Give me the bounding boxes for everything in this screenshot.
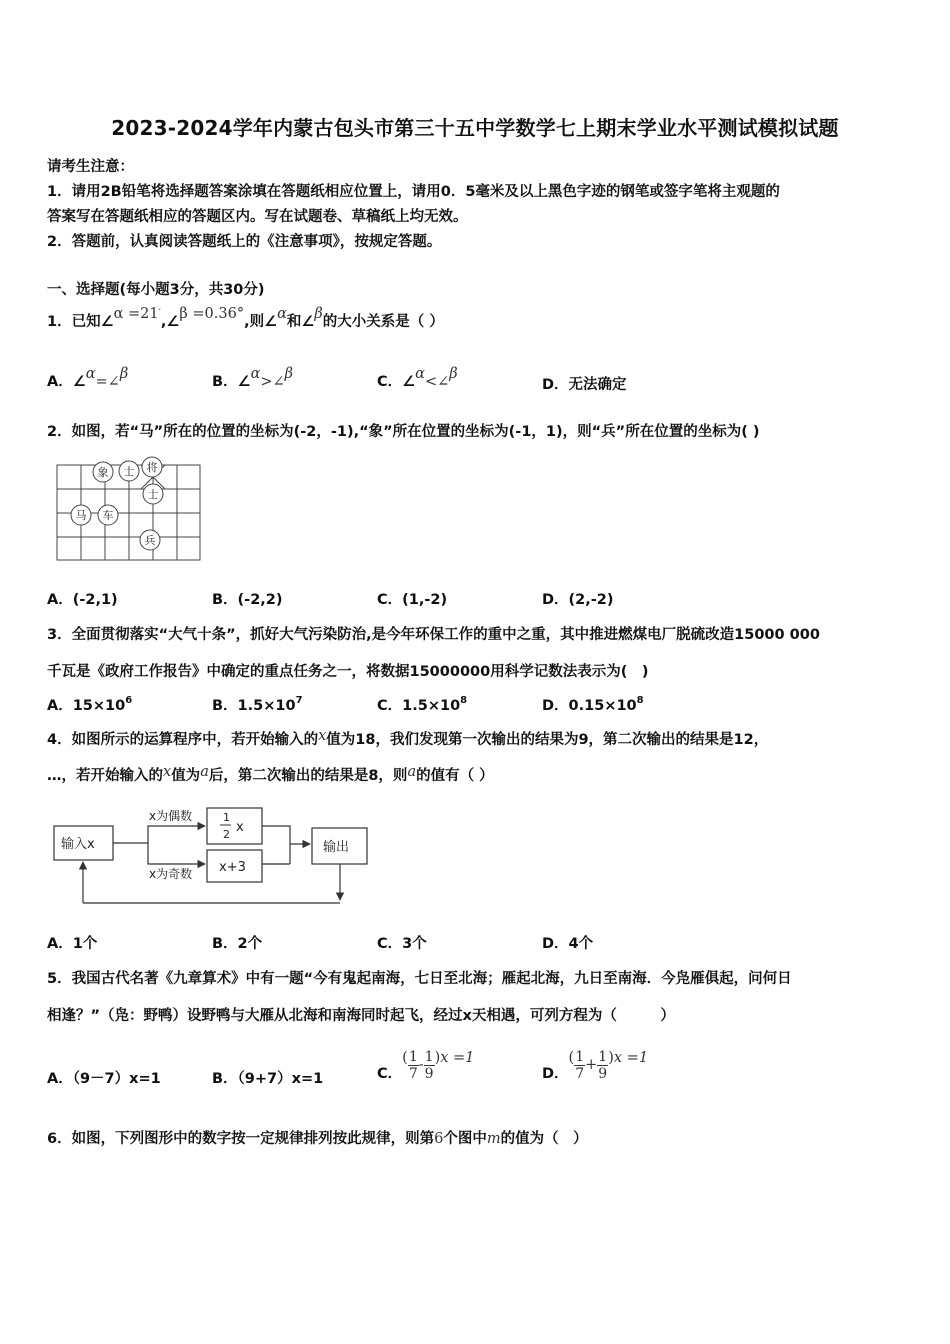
question-4-line-1: 4．如图所示的运算程序中，若开始输入的x值为18，我们发现第一次输出的结果为9，第二次输出的结果是12， xyxy=(47,728,769,748)
question-4-line-2: …，若开始输入的x值为a后，第二次输出的结果是8，则a的值有（ ） xyxy=(47,764,494,784)
page-title: 2023-2024学年内蒙古包头市第三十五中学数学七上期末学业水平测试模拟试题 xyxy=(111,116,839,140)
q1-option-a[interactable]: A．∠α=∠β xyxy=(47,366,129,390)
q3-option-b[interactable]: B．$1.5\times 10^7$ xyxy=(212,695,303,714)
notice-line-1a: 1．请用2B铅笔将选择题答案涂填在答题纸相应位置上，请用0．5毫米及以上黑色字迹的钢笔或签字笔将主观题的 xyxy=(47,184,780,200)
flow-half-x: x xyxy=(236,820,244,835)
q3-option-c[interactable]: C．$1.5\times 10^8$ xyxy=(377,695,468,714)
q5-option-c[interactable]: C．( $\frac{1}{7}$ - $\frac{1}{9}$ )x =1 xyxy=(377,1048,475,1082)
question-6-stem: 6．如图，下列图形中的数字按一定规律排列按此规律，则第6个图中m的值为（ ） xyxy=(47,1131,588,1147)
q2-option-c[interactable]: C．(1,-2) xyxy=(377,592,448,608)
notice-line-2: 2．答题前，认真阅读答题纸上的《注意事项》，按规定答题。 xyxy=(47,234,442,250)
chessboard-figure xyxy=(50,455,205,565)
flow-even-label: x为偶数 xyxy=(149,809,193,823)
question-1-stem: 1．已知∠α =21′,∠β =0.36°,则∠α和∠β的大小关系是（ ） xyxy=(47,306,444,330)
q2-option-d[interactable]: D．(2,-2) xyxy=(542,592,614,608)
q2-option-a[interactable]: A．(-2,1) xyxy=(47,592,118,608)
question-3-line-1: 3．全面贯彻落实“大气十条”，抓好大气污染防治,是今年环保工作的重中之重，其中推进燃煤电厂脱硫改造15000 000 xyxy=(47,627,820,643)
q3-option-a[interactable]: A．$15\times 10^6$ xyxy=(47,695,133,714)
piece-xiang: 象 xyxy=(97,466,109,479)
flow-input-label: 输入x xyxy=(61,837,95,852)
q5-option-a[interactable]: A．（9－7）x=1 xyxy=(47,1071,161,1087)
flow-odd-label: x为奇数 xyxy=(149,867,193,881)
question-5-line-2: 相逢？”（凫：野鸭）设野鸭与大雁从北海和南海同时起飞，经过x天相遇，可列方程为（ ） xyxy=(47,1008,675,1024)
q5-option-d[interactable]: D．( $\frac{1}{7}$ + $\frac{1}{9}$ )x =1 xyxy=(542,1048,649,1082)
section-heading: 一、选择题(每小题3分，共30分) xyxy=(47,282,265,298)
q3-option-d[interactable]: D．$0.15\times 10^8$ xyxy=(542,695,644,714)
notice-line-1b: 答案写在答题纸相应的答题区内。写在试题卷、草稿纸上均无效。 xyxy=(47,209,468,225)
q2-option-b[interactable]: B．(-2,2) xyxy=(212,592,283,608)
piece-ma: 马 xyxy=(75,509,87,522)
q1-option-b[interactable]: B．∠α>∠β xyxy=(212,366,294,390)
piece-che: 车 xyxy=(102,509,114,522)
q1-option-d[interactable]: D．无法确定 xyxy=(542,377,627,393)
flowchart-figure xyxy=(50,800,380,912)
q4-option-c[interactable]: C．3个 xyxy=(377,936,427,952)
flow-plus3: x+3 xyxy=(219,860,246,875)
q4-option-d[interactable]: D．4个 xyxy=(542,936,594,952)
question-3-line-2: 千瓦是《政府工作报告》中确定的重点任务之一，将数据15000000用科学记数法表示为( ) xyxy=(47,664,649,680)
q4-option-a[interactable]: A．1个 xyxy=(47,936,98,952)
piece-bing: 兵 xyxy=(144,534,156,547)
q5-option-b[interactable]: B．（9+7）x=1 xyxy=(212,1071,324,1087)
flow-output-label: 输出 xyxy=(323,840,350,855)
notice-heading: 请考生注意： xyxy=(47,159,134,175)
q1-option-c[interactable]: C．∠α<∠β xyxy=(377,366,458,390)
piece-shi-1: 士 xyxy=(123,465,135,478)
question-2-stem: 2．如图，若“马”所在的位置的坐标为(-2，-1),“象”所在位置的坐标为(-1，1)，则“兵”所在位置的坐标为( ) xyxy=(47,424,760,440)
piece-shi-2: 士 xyxy=(147,488,159,501)
flow-half-num: 1 xyxy=(223,811,230,824)
flow-half-den: 2 xyxy=(223,828,230,841)
question-5-line-1: 5．我国古代名著《九章算术》中有一题“今有鬼起南海，七日至北海；雁起北海，九日至南海．今凫雁俱起，问何日 xyxy=(47,971,792,987)
q4-option-b[interactable]: B．2个 xyxy=(212,936,263,952)
piece-jiang: 将 xyxy=(146,461,158,474)
